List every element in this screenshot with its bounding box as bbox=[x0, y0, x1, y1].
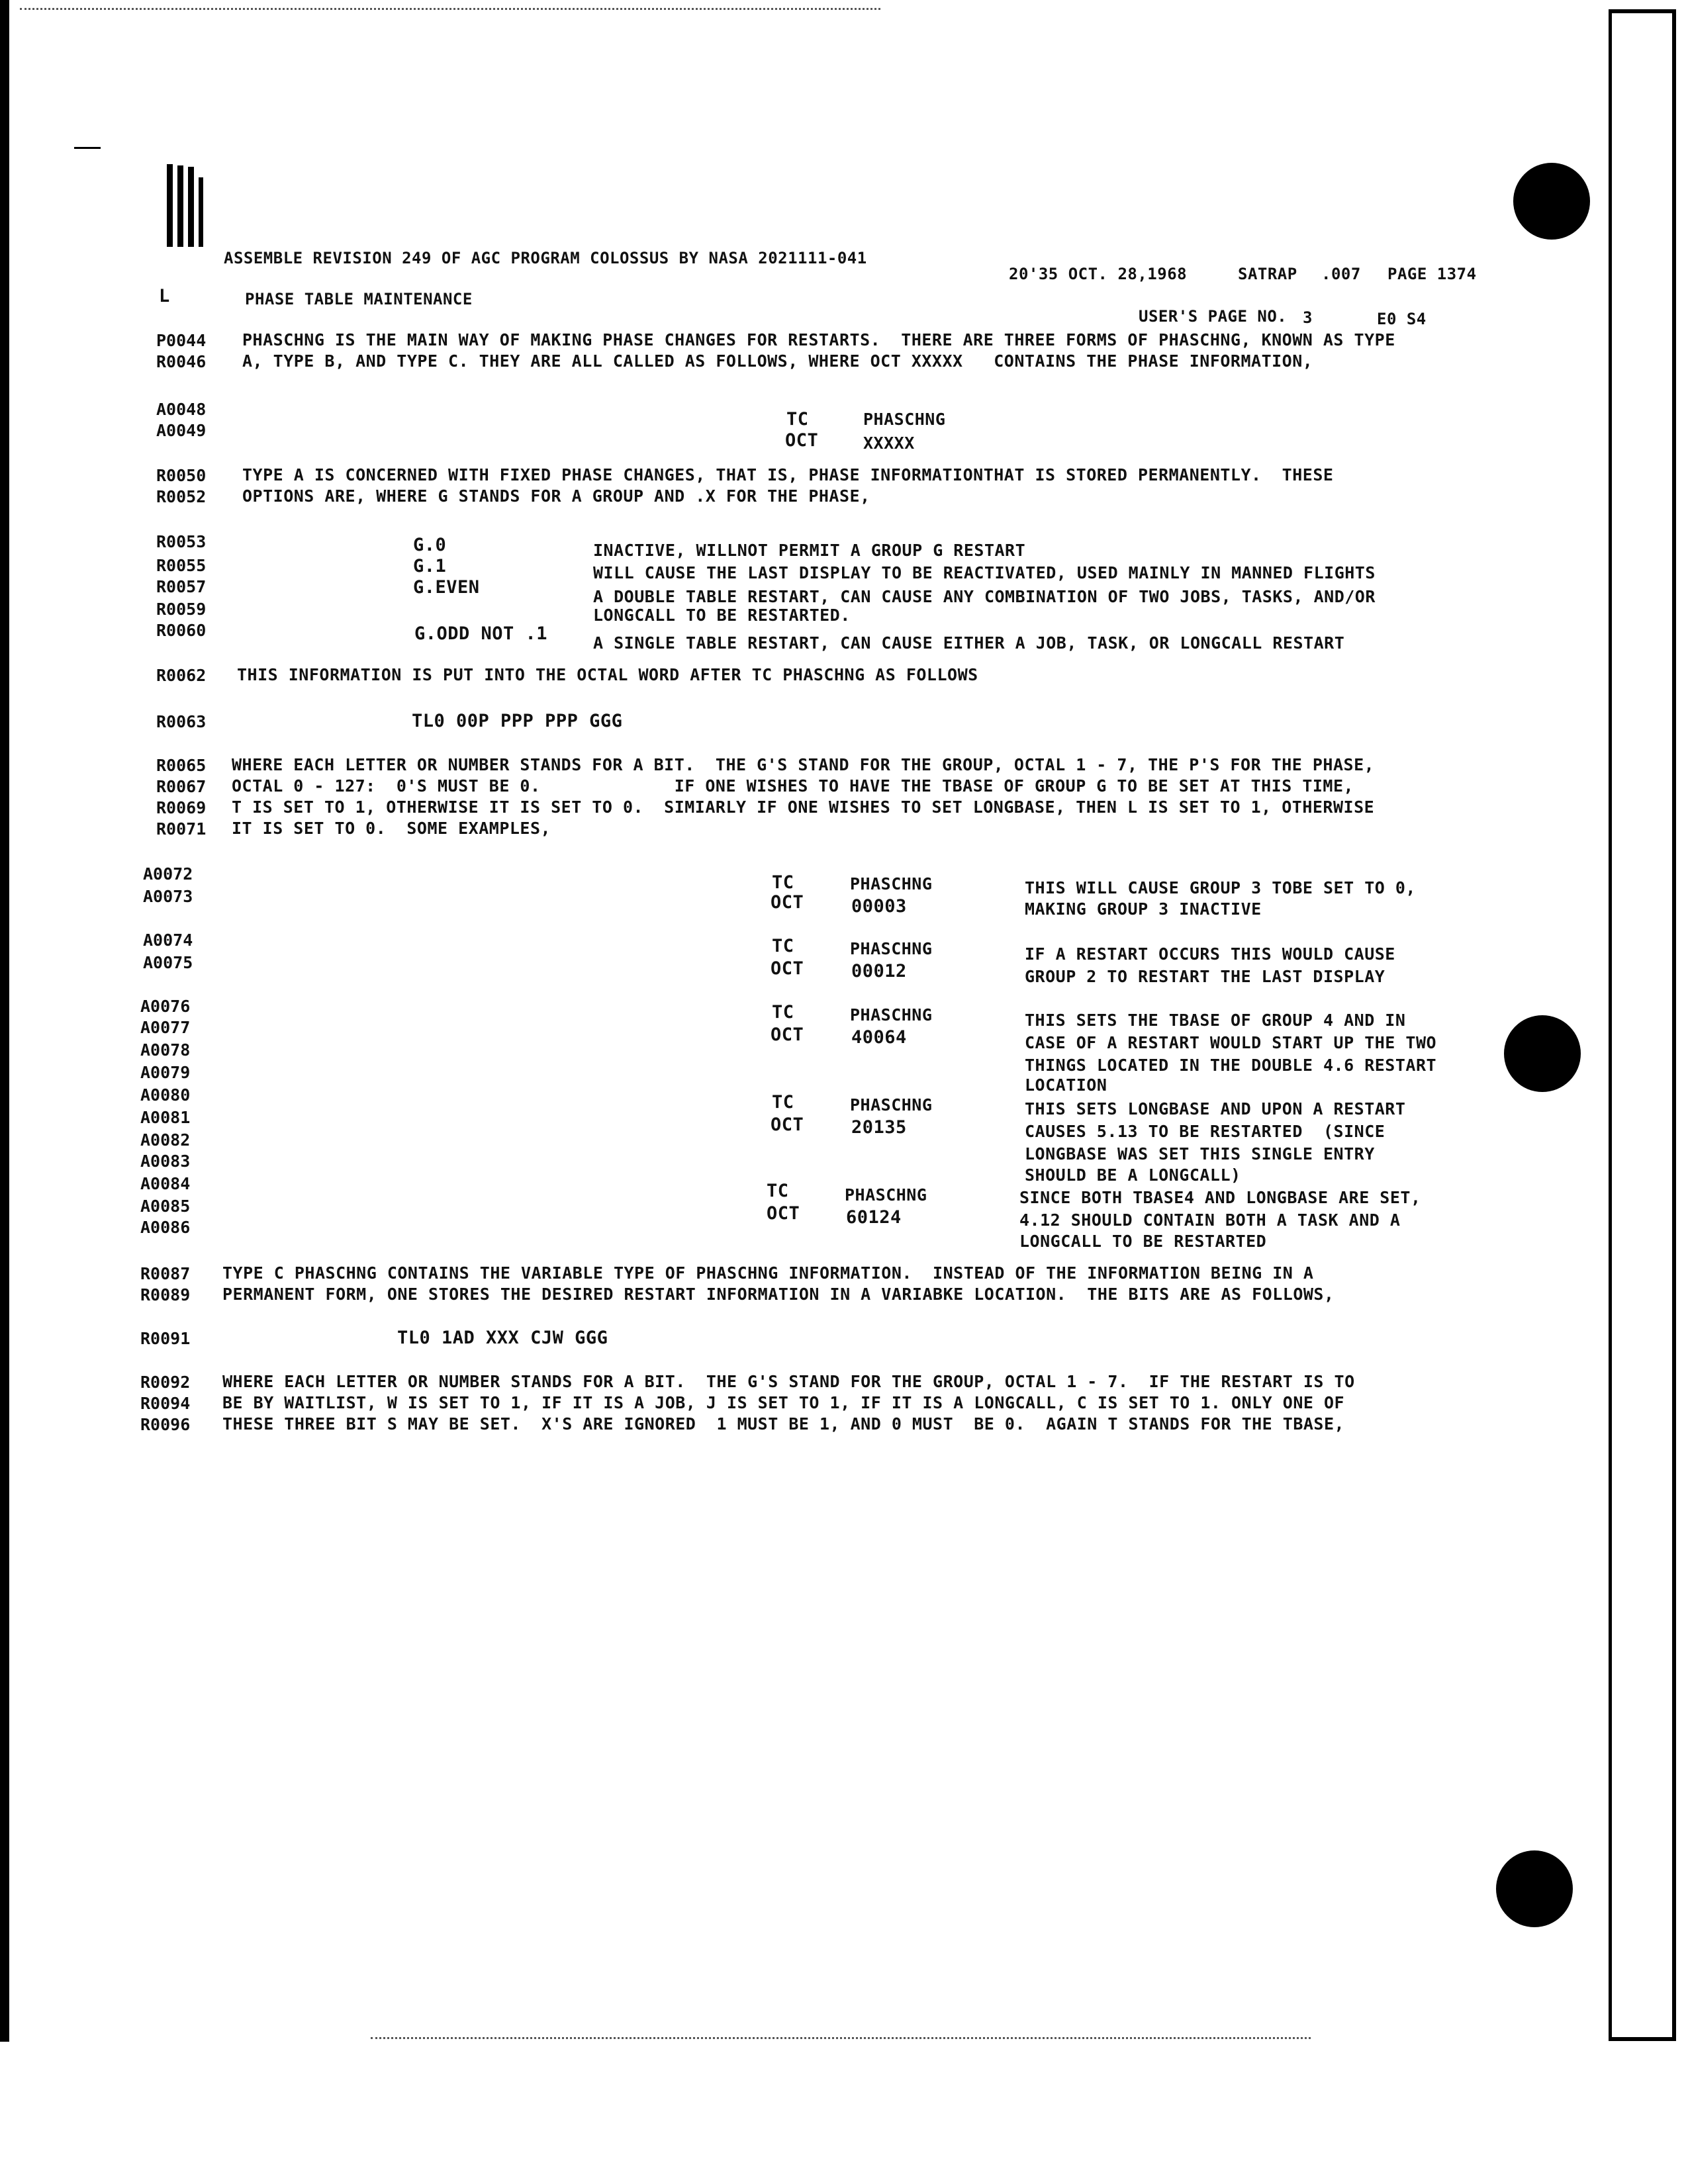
example-comment: 4.12 SHOULD CONTAIN BOTH A TASK AND A bbox=[1019, 1210, 1401, 1230]
body-text: PERMANENT FORM, ONE STORES THE DESIRED RESTART INFORMATION IN A VARIABKE LOCATION. THE BITS ARE AS FOLLOWS, bbox=[222, 1285, 1335, 1304]
right-frame-left bbox=[1609, 9, 1612, 2041]
example-comment: THIS SETS THE TBASE OF GROUP 4 AND IN bbox=[1025, 1011, 1406, 1030]
example-arg: 20135 bbox=[851, 1117, 907, 1138]
line-label: R0065 bbox=[156, 756, 207, 775]
right-frame-right bbox=[1672, 9, 1676, 2041]
example-op: TC bbox=[772, 872, 794, 893]
body-text: TYPE C PHASCHNG CONTAINS THE VARIABLE TYPE OF PHASCHNG INFORMATION. INSTEAD OF THE INFORMATION BEING IN A bbox=[222, 1263, 1314, 1283]
example-comment: THIS SETS LONGBASE AND UPON A RESTART bbox=[1025, 1099, 1406, 1118]
example-comment: THIS WILL CAUSE GROUP 3 TOBE SET TO 0, bbox=[1025, 878, 1416, 897]
example-op: OCT bbox=[771, 1024, 804, 1045]
example-arg: PHASCHNG bbox=[850, 1095, 933, 1115]
line-label: R0046 bbox=[156, 352, 207, 371]
body-text: BE BY WAITLIST, W IS SET TO 1, IF IT IS A JOB, J IS SET TO 1, IF IT IS A LONGCALL, C IS SET TO 1. ONLY ONE OF bbox=[222, 1393, 1345, 1412]
binder-mark bbox=[199, 177, 203, 247]
option-desc: INACTIVE, WILLNOT PERMIT A GROUP G RESTART bbox=[593, 541, 1026, 560]
example-arg: 00003 bbox=[851, 896, 907, 917]
option-code: G.0 bbox=[413, 535, 447, 555]
body-text: WHERE EACH LETTER OR NUMBER STANDS FOR A BIT. THE G'S STAND FOR THE GROUP, OCTAL 1 - 7. IF THE RESTART IS TO bbox=[222, 1372, 1355, 1391]
line-label: A0049 bbox=[156, 421, 207, 440]
example-comment: LONGBASE WAS SET THIS SINGLE ENTRY bbox=[1025, 1144, 1375, 1163]
example-comment: CASE OF A RESTART WOULD START UP THE TWO bbox=[1025, 1033, 1437, 1052]
section-marker: L bbox=[159, 286, 170, 306]
binder-mark bbox=[177, 165, 183, 247]
line-label: R0059 bbox=[156, 600, 207, 619]
example-comment: THINGS LOCATED IN THE DOUBLE 4.6 RESTART bbox=[1025, 1056, 1437, 1075]
option-desc: LONGCALL TO BE RESTARTED. bbox=[593, 606, 851, 625]
line-label: A0078 bbox=[140, 1040, 191, 1060]
line-label: R0060 bbox=[156, 621, 207, 640]
line-label: A0085 bbox=[140, 1197, 191, 1216]
line-label: A0079 bbox=[140, 1063, 191, 1082]
line-label: R0092 bbox=[140, 1373, 191, 1392]
punch-hole bbox=[1504, 1015, 1581, 1092]
header-page: PAGE 1374 bbox=[1387, 265, 1477, 283]
line-label: A0081 bbox=[140, 1108, 191, 1127]
call-op-tc: TC bbox=[786, 409, 809, 430]
users-page-number: 3 bbox=[1303, 308, 1313, 327]
punch-hole bbox=[1496, 1850, 1573, 1927]
option-code: G.ODD NOT .1 bbox=[414, 623, 548, 644]
line-label: A0082 bbox=[140, 1130, 191, 1150]
section-title: PHASE TABLE MAINTENANCE bbox=[245, 290, 473, 308]
example-comment: CAUSES 5.13 TO BE RESTARTED (SINCE bbox=[1025, 1122, 1385, 1141]
example-arg: PHASCHNG bbox=[850, 939, 933, 958]
body-text: THESE THREE BIT S MAY BE SET. X'S ARE IGNORED 1 MUST BE 1, AND 0 MUST BE 0. AGAIN T STANDS FOR THE TBASE, bbox=[222, 1414, 1345, 1433]
example-op: OCT bbox=[771, 1115, 804, 1135]
body-text: T IS SET TO 1, OTHERWISE IT IS SET TO 0. SIMIARLY IF ONE WISHES TO SET LONGBASE, THEN L IS SET TO 1, OTHERWISE bbox=[232, 797, 1375, 817]
example-op: TC bbox=[772, 1002, 794, 1023]
users-page-label: USER'S PAGE NO. bbox=[1139, 307, 1288, 326]
option-code: G.1 bbox=[413, 556, 447, 576]
bit-format-type-a: TL0 00P PPP PPP GGG bbox=[412, 711, 623, 731]
line-label: A0083 bbox=[140, 1152, 191, 1171]
body-text: THIS INFORMATION IS PUT INTO THE OCTAL WORD AFTER TC PHASCHNG AS FOLLOWS bbox=[237, 665, 978, 684]
example-op: OCT bbox=[771, 958, 804, 979]
line-label: R0071 bbox=[156, 819, 207, 839]
option-code: G.EVEN bbox=[413, 577, 480, 598]
punch-hole bbox=[1513, 163, 1590, 240]
left-edge-bar bbox=[0, 0, 9, 2042]
line-label: A0074 bbox=[143, 931, 193, 950]
body-text: TYPE A IS CONCERNED WITH FIXED PHASE CHANGES, THAT IS, PHASE INFORMATIONTHAT IS STORED PERMANENTLY. THESE bbox=[242, 465, 1334, 484]
body-text: PHASCHNG IS THE MAIN WAY OF MAKING PHASE CHANGES FOR RESTARTS. THERE ARE THREE FORMS OF PHASCHNG, KNOWN AS TYPE bbox=[242, 330, 1395, 349]
example-comment: MAKING GROUP 3 INACTIVE bbox=[1025, 899, 1262, 919]
example-op: OCT bbox=[771, 892, 804, 913]
bit-format-type-c: TL0 1AD XXX CJW GGG bbox=[397, 1328, 608, 1348]
margin-tick bbox=[74, 147, 101, 149]
example-comment: GROUP 2 TO RESTART THE LAST DISPLAY bbox=[1025, 967, 1385, 986]
call-op-oct: OCT bbox=[785, 430, 819, 451]
header-date: 20'35 OCT. 28,1968 bbox=[1009, 265, 1188, 283]
line-label: R0057 bbox=[156, 577, 207, 596]
body-text: A, TYPE B, AND TYPE C. THEY ARE ALL CALLED AS FOLLOWS, WHERE OCT XXXXX CONTAINS THE PHASE INFORMATION, bbox=[242, 351, 1313, 371]
line-label: R0063 bbox=[156, 712, 207, 731]
right-frame-bottom bbox=[1609, 2037, 1676, 2041]
line-label: A0048 bbox=[156, 400, 207, 419]
line-label: R0062 bbox=[156, 666, 207, 685]
example-arg: PHASCHNG bbox=[845, 1185, 927, 1205]
example-comment: LOCATION bbox=[1025, 1075, 1107, 1095]
example-op: TC bbox=[767, 1181, 789, 1201]
line-label: A0072 bbox=[143, 864, 193, 884]
line-label: R0087 bbox=[140, 1264, 191, 1283]
users-page-code: E0 S4 bbox=[1377, 310, 1427, 328]
line-label: R0050 bbox=[156, 466, 207, 485]
example-arg: 00012 bbox=[851, 961, 907, 981]
example-arg: 60124 bbox=[846, 1207, 902, 1228]
line-label: A0075 bbox=[143, 953, 193, 972]
body-text: WHERE EACH LETTER OR NUMBER STANDS FOR A BIT. THE G'S STAND FOR THE GROUP, OCTAL 1 - 7, THE P'S FOR THE PHASE, bbox=[232, 755, 1375, 774]
example-comment: LONGCALL TO BE RESTARTED bbox=[1019, 1232, 1267, 1251]
example-comment: SINCE BOTH TBASE4 AND LONGBASE ARE SET, bbox=[1019, 1188, 1421, 1207]
option-desc: A DOUBLE TABLE RESTART, CAN CAUSE ANY COMBINATION OF TWO JOBS, TASKS, AND/OR bbox=[593, 587, 1376, 606]
line-label: R0053 bbox=[156, 532, 207, 551]
bottom-scan-dots bbox=[371, 2037, 1311, 2039]
binder-mark bbox=[188, 167, 194, 247]
line-label: R0055 bbox=[156, 556, 207, 575]
line-label: R0069 bbox=[156, 798, 207, 817]
body-text: OCTAL 0 - 127: 0'S MUST BE 0. IF ONE WISHES TO HAVE THE TBASE OF GROUP G TO BE SET AT THIS TIME, bbox=[232, 776, 1354, 796]
example-op: OCT bbox=[767, 1203, 800, 1224]
line-label: R0067 bbox=[156, 777, 207, 796]
option-desc: A SINGLE TABLE RESTART, CAN CAUSE EITHER A JOB, TASK, OR LONGCALL RESTART bbox=[593, 633, 1345, 653]
line-label: P0044 bbox=[156, 331, 207, 350]
body-text: IT IS SET TO 0. SOME EXAMPLES, bbox=[232, 819, 551, 838]
line-label: A0084 bbox=[140, 1174, 191, 1193]
right-frame-top bbox=[1609, 9, 1676, 13]
top-scan-dots bbox=[20, 8, 880, 10]
line-label: R0052 bbox=[156, 487, 207, 506]
example-comment: SHOULD BE A LONGCALL) bbox=[1025, 1165, 1241, 1185]
call-arg-xxxxx: XXXXX bbox=[863, 433, 915, 453]
header-satrap: SATRAP bbox=[1238, 265, 1297, 283]
binder-mark bbox=[167, 164, 173, 247]
example-comment: IF A RESTART OCCURS THIS WOULD CAUSE bbox=[1025, 944, 1395, 964]
line-label: R0096 bbox=[140, 1415, 191, 1434]
example-op: TC bbox=[772, 1092, 794, 1113]
line-label: A0086 bbox=[140, 1218, 191, 1237]
example-op: TC bbox=[772, 936, 794, 956]
line-label: A0073 bbox=[143, 887, 193, 906]
line-label: R0089 bbox=[140, 1285, 191, 1304]
header-version: .007 bbox=[1321, 265, 1361, 283]
option-desc: WILL CAUSE THE LAST DISPLAY TO BE REACTIVATED, USED MAINLY IN MANNED FLIGHTS bbox=[593, 563, 1376, 582]
line-label: R0094 bbox=[140, 1394, 191, 1413]
example-arg: 40064 bbox=[851, 1027, 907, 1048]
header-title: ASSEMBLE REVISION 249 OF AGC PROGRAM COLOSSUS BY NASA 2021111-041 bbox=[224, 249, 867, 267]
line-label: A0076 bbox=[140, 997, 191, 1016]
example-arg: PHASCHNG bbox=[850, 1005, 933, 1024]
body-text: OPTIONS ARE, WHERE G STANDS FOR A GROUP AND .X FOR THE PHASE, bbox=[242, 486, 870, 506]
call-arg-phaschng: PHASCHNG bbox=[863, 410, 946, 429]
example-arg: PHASCHNG bbox=[850, 874, 933, 893]
line-label: R0091 bbox=[140, 1329, 191, 1348]
line-label: A0080 bbox=[140, 1085, 191, 1105]
line-label: A0077 bbox=[140, 1018, 191, 1037]
